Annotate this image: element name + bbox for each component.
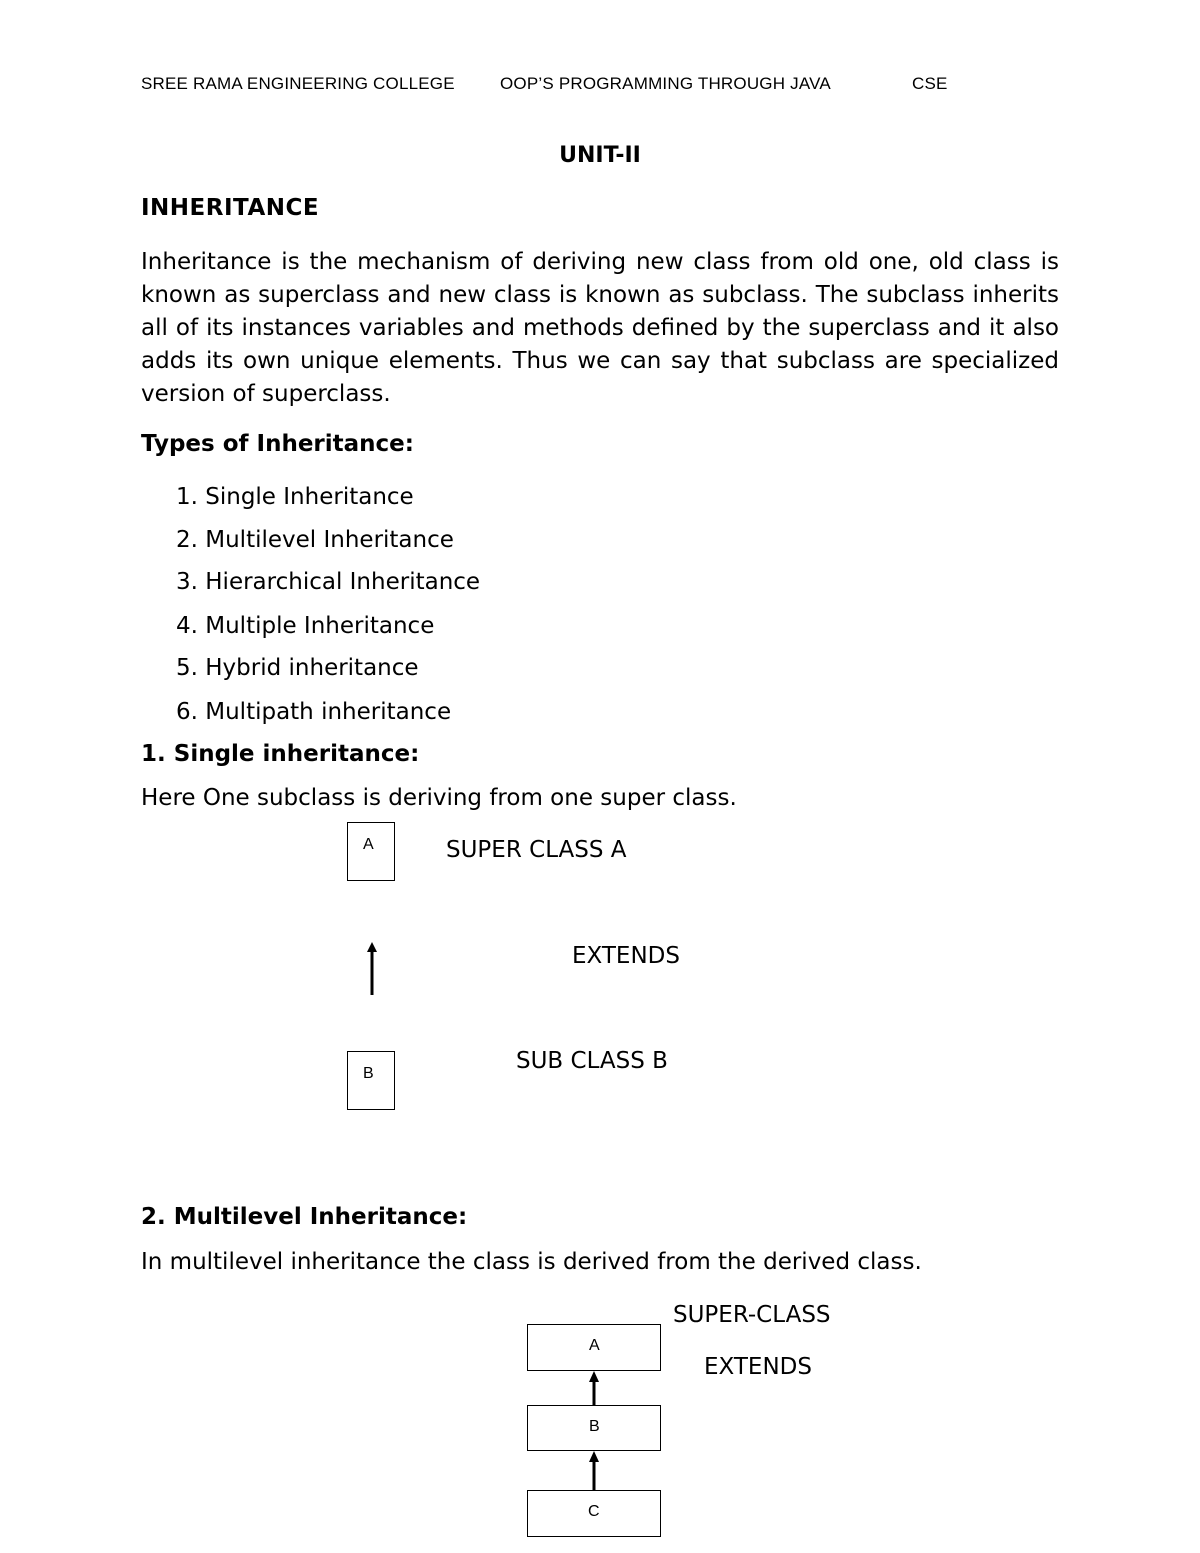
header-course: OOP’S PROGRAMMING THROUGH JAVA bbox=[500, 74, 831, 93]
multilevel-heading: 2. Multilevel Inheritance: bbox=[141, 1204, 468, 1230]
list-item: 2. Multilevel Inheritance bbox=[176, 527, 454, 553]
single-description: Here One subclass is deriving from one super class. bbox=[141, 785, 737, 811]
single-label-extends: EXTENDS bbox=[572, 943, 680, 969]
multilevel-box-c-label: C bbox=[588, 1503, 600, 1520]
list-item: 1. Single Inheritance bbox=[176, 484, 414, 510]
single-label-sub: SUB CLASS B bbox=[516, 1048, 668, 1074]
list-item: 6. Multipath inheritance bbox=[176, 699, 452, 725]
multilevel-arrow-b-to-a-icon bbox=[584, 1370, 604, 1406]
section-title: INHERITANCE bbox=[141, 195, 320, 221]
intro-paragraph: Inheritance is the mechanism of deriving new class from old one, old class is known as superclass and new class is known as subclass. The subclass inherits all of its instances variables and methods defined by the superclass and it also adds its own unique elements. Thus we can say that subclass are specialized version of superclass. bbox=[141, 249, 1059, 407]
list-item: 4. Multiple Inheritance bbox=[176, 613, 435, 639]
multilevel-arrow-c-to-b-icon bbox=[584, 1450, 604, 1490]
single-arrow-up-icon bbox=[362, 940, 382, 1000]
header-college: SREE RAMA ENGINEERING COLLEGE bbox=[141, 74, 455, 93]
list-item: 3. Hierarchical Inheritance bbox=[176, 569, 481, 595]
multilevel-box-a bbox=[527, 1324, 661, 1371]
single-box-b-label: B bbox=[363, 1065, 374, 1082]
multilevel-box-a-label: A bbox=[589, 1337, 600, 1354]
multilevel-box-b bbox=[527, 1405, 661, 1451]
multilevel-box-c bbox=[527, 1490, 661, 1537]
unit-title: UNIT-II bbox=[559, 143, 641, 168]
multilevel-box-b-label: B bbox=[589, 1418, 600, 1435]
types-heading: Types of Inheritance: bbox=[141, 431, 414, 457]
multilevel-label-super: SUPER-CLASS bbox=[673, 1302, 831, 1328]
header-dept: CSE bbox=[912, 74, 948, 93]
multilevel-label-extends: EXTENDS bbox=[704, 1354, 812, 1380]
single-box-a bbox=[347, 822, 395, 881]
single-label-super: SUPER CLASS A bbox=[446, 837, 627, 863]
list-item: 5. Hybrid inheritance bbox=[176, 655, 419, 681]
multilevel-description: In multilevel inheritance the class is derived from the derived class. bbox=[141, 1249, 922, 1275]
single-box-b bbox=[347, 1051, 395, 1110]
single-heading: 1. Single inheritance: bbox=[141, 741, 420, 767]
single-box-a-label: A bbox=[363, 836, 374, 853]
